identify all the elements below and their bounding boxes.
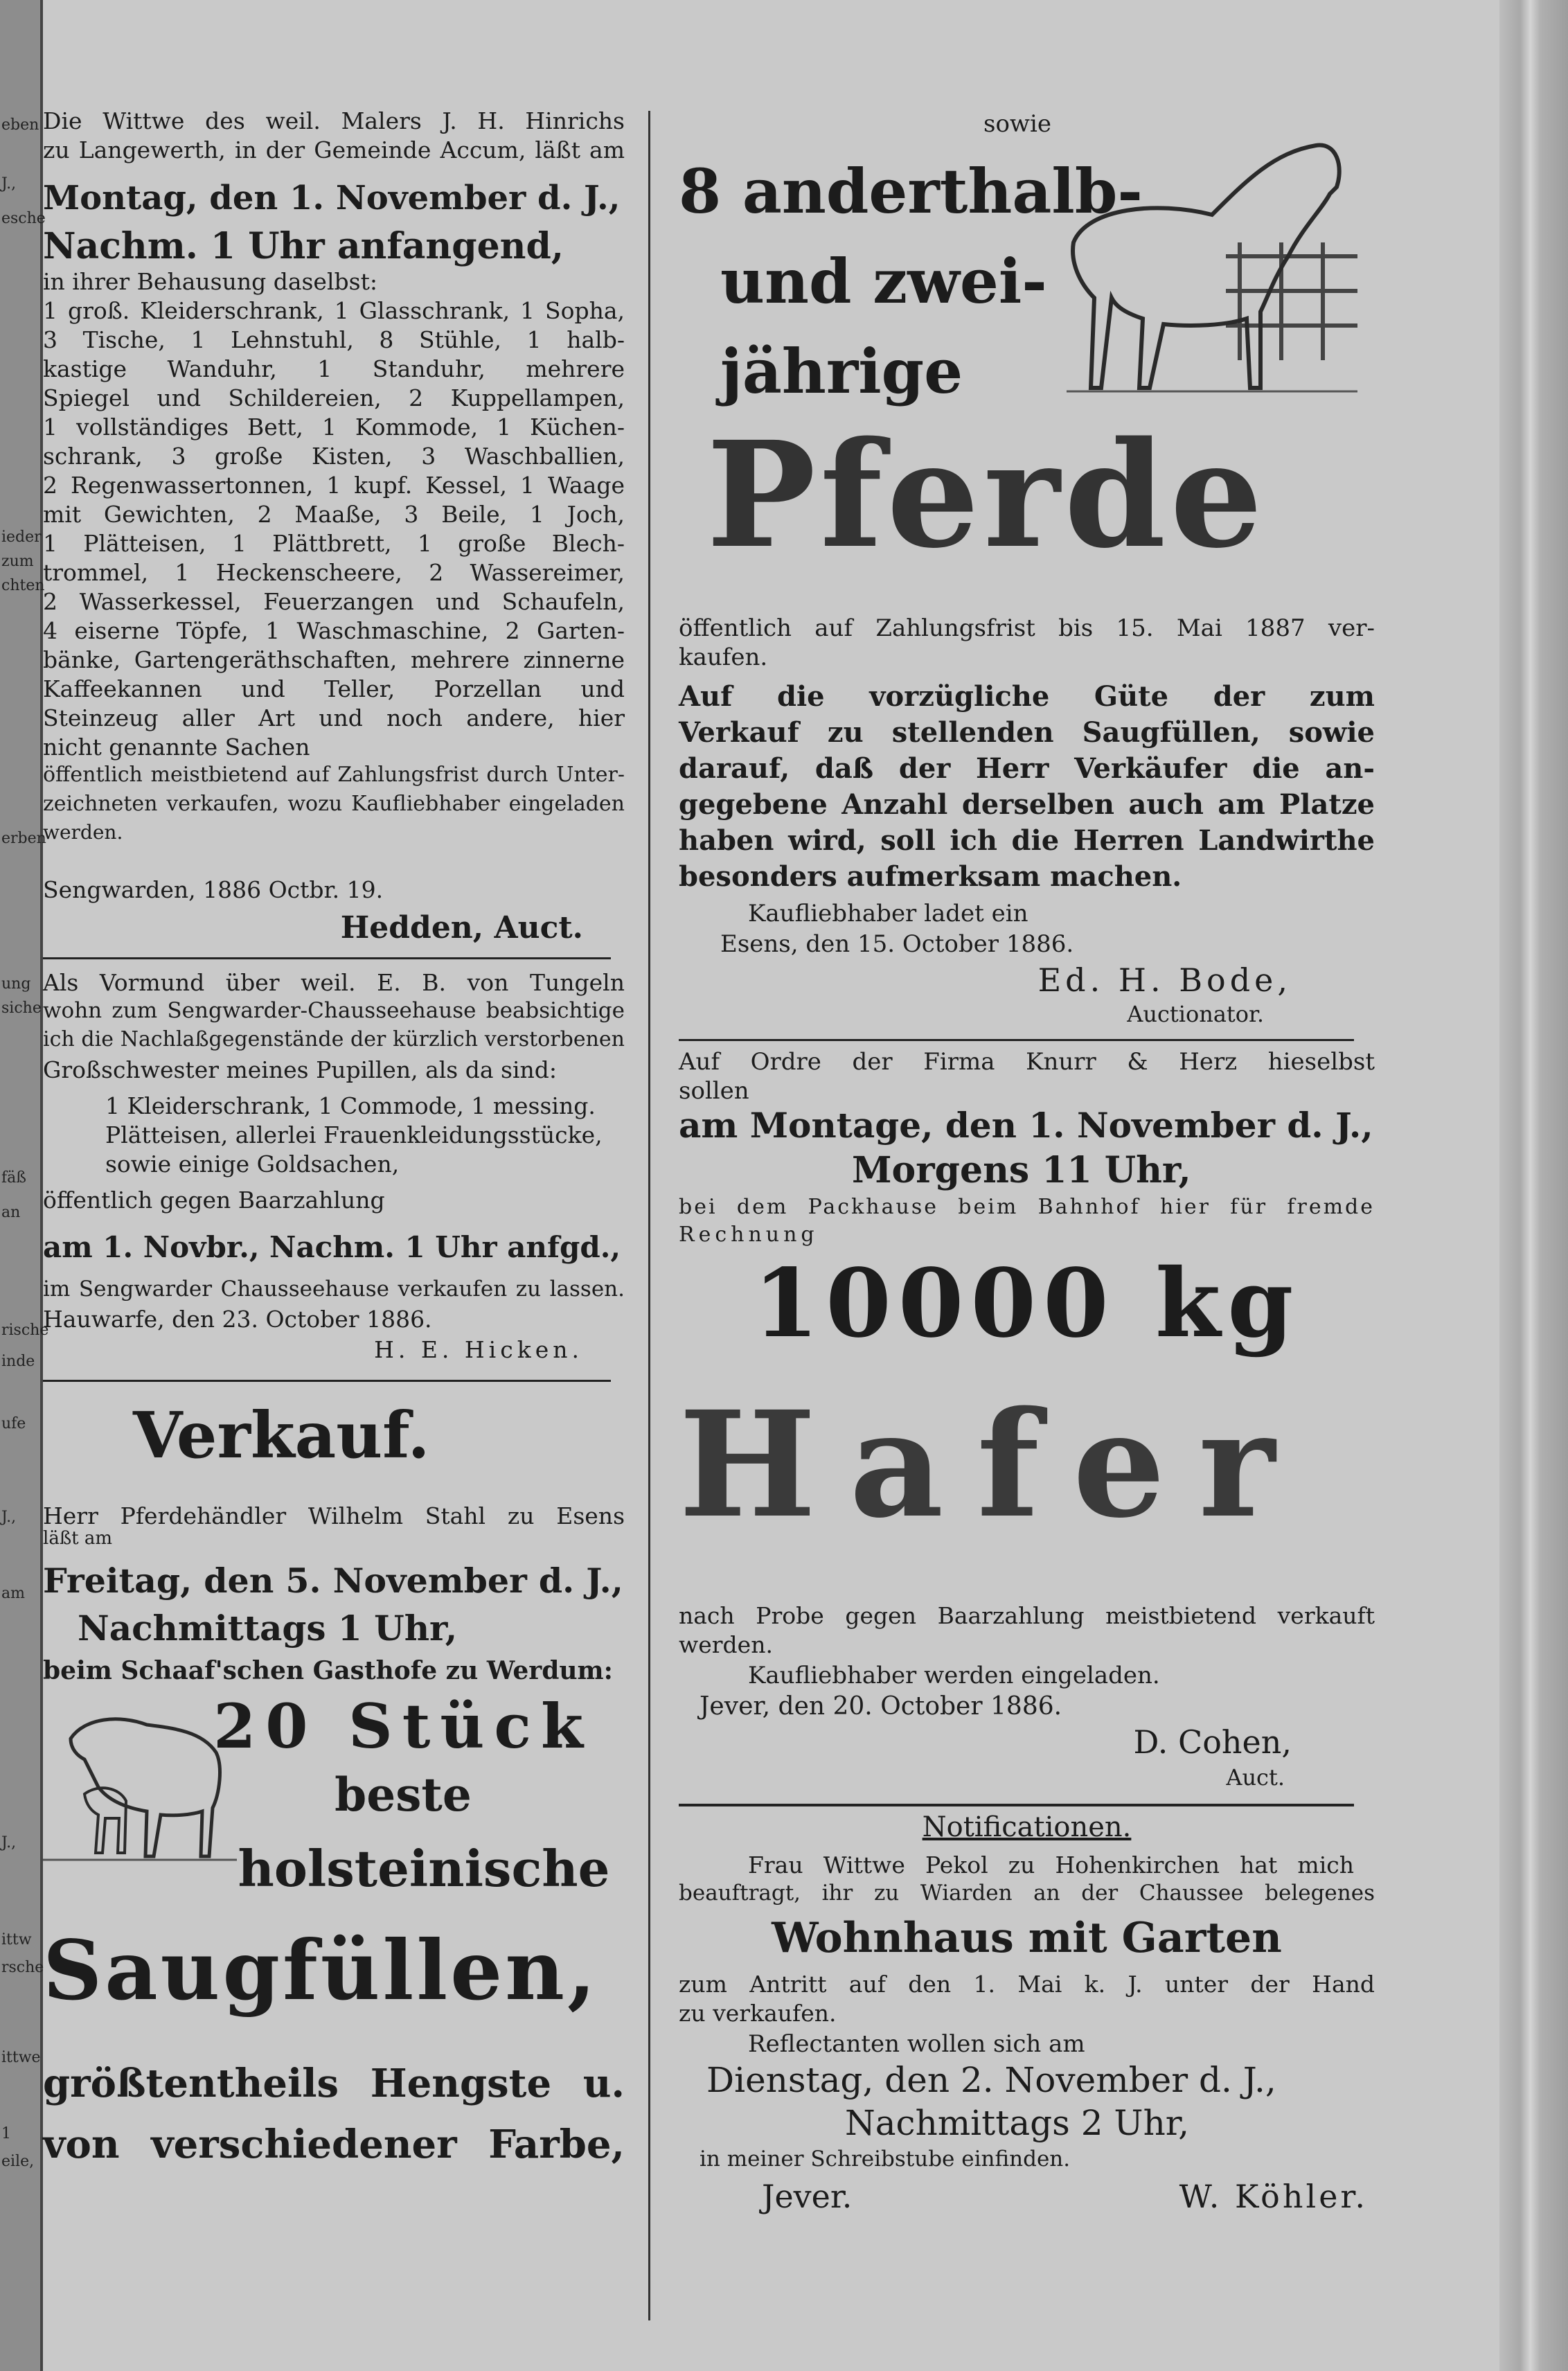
ad-heading: Verkauf. (133, 1398, 430, 1473)
ad-signature: D. Cohen, (1133, 1723, 1292, 1761)
ad-line: ich die Nachlaßgegenstände der kürzlich verstorbenen (43, 1027, 625, 1051)
ad-line: kaufen. (679, 643, 768, 671)
ad-line: beauftragt, ihr zu Wiarden an der Chaussee belegenes (679, 1881, 1375, 1906)
ad-signature: W. Köhler. (1179, 2178, 1368, 2215)
ad-line: 4 eiserne Töpfe, 1 Waschmaschine, 2 Garten- (43, 617, 625, 644)
ad-date: Jever, den 20. October 1886. (700, 1692, 1062, 1721)
ad-line: Reflectanten wollen sich am (748, 2030, 1085, 2058)
ad-date-line: am Montage, den 1. November d. J., (679, 1105, 1373, 1146)
ad-tail-line: größtentheils Hengste u. (43, 2061, 625, 2106)
ad-separator (43, 1380, 611, 1382)
ad-line: Großschwester meines Pupillen, als da sind: (43, 1056, 558, 1083)
strip-fragment: eile, (1, 2153, 35, 2170)
ad-time-line: Nachmittags 1 Uhr, (78, 1608, 458, 1649)
ad-signature: H. E. Hicken. (374, 1336, 583, 1363)
ad-line: Hauwarfe, den 23. October 1886. (43, 1306, 432, 1333)
strip-fragment: ieder (1, 529, 42, 546)
ad-line: Kaffeekannen und Teller, Porzellan und (43, 675, 625, 702)
ad-role: Auctionator. (1127, 1001, 1264, 1027)
ad-line: wohn zum Sengwarder-Chausseehause beabsichtige (43, 998, 625, 1023)
ad-line: Kaufliebhaber ladet ein (748, 900, 1028, 927)
strip-fragment: esche (1, 210, 46, 227)
ad-place-line: beim Schaaf'schen Gasthofe zu Werdum: (43, 1656, 613, 1685)
ad-date: Esens, den 15. October 1886. (720, 930, 1074, 958)
ad-line: Rechnung (679, 1223, 819, 1247)
strip-fragment: 1 (1, 2125, 11, 2142)
ad-tail-line: von verschiedener Farbe, (43, 2122, 625, 2167)
strip-fragment: ittwe (1, 2049, 41, 2066)
ad-line: 3 Tische, 1 Lehnstuhl, 8 Stühle, 1 halb- (43, 326, 625, 353)
strip-fragment: zum (1, 553, 34, 570)
ad-line: Die Wittwe des weil. Malers J. H. Hinrichs (43, 107, 625, 134)
ad-bold-line: gegebene Anzahl derselben auch am Platze (679, 788, 1375, 821)
mare-foal-illustration (43, 1690, 237, 1870)
ad-line: öffentlich gegen Baarzahlung (43, 1187, 385, 1214)
ad-beste: beste (335, 1768, 472, 1822)
ad-heading-line: jährige (720, 335, 963, 407)
ad-line: kastige Wanduhr, 1 Standuhr, mehrere (43, 355, 625, 382)
ad-line: nicht genannte Sachen (43, 734, 310, 761)
ad-saugfuellen: Saugfüllen, (43, 1922, 599, 2018)
strip-fragment: ittw (1, 1931, 32, 1948)
ad-amount: 10000 kg (753, 1248, 1301, 1359)
strip-fragment: J., (1, 175, 17, 193)
ad-hafer-heading: Hafer (679, 1379, 1309, 1550)
strip-fragment: ufe (1, 1415, 26, 1432)
ad-date-line: Dienstag, den 2. November d. J., (706, 2060, 1276, 2100)
left-column (43, 0, 625, 2371)
ad-date: Sengwarden, 1886 Octbr. 19. (43, 876, 384, 903)
ad-date-line: Montag, den 1. November d. J., (43, 179, 621, 217)
ad-role: Auct. (1226, 1764, 1285, 1791)
ad-line: läßt am (43, 1528, 113, 1549)
ad-line: zu Langewerth, in der Gemeinde Accum, läßt am (43, 136, 625, 163)
ad-line: zu verkaufen. (679, 2000, 837, 2027)
ad-line: Frau Wittwe Pekol zu Hohenkirchen hat mich (748, 1851, 1354, 1879)
ad-place: Jever. (762, 2178, 853, 2215)
ad-time-line: Morgens 11 Uhr, (852, 1149, 1191, 1191)
ad-line: 1 groß. Kleiderschrank, 1 Glasschrank, 1 Sopha, (43, 297, 625, 324)
ad-line: 1 vollständiges Bett, 1 Kommode, 1 Küchen- (43, 414, 625, 441)
ad-heading-line: und zwei- (720, 245, 1047, 317)
ad-date-line: am 1. Novbr., Nachm. 1 Uhr anfgd., (43, 1230, 621, 1264)
ad-line: bei dem Packhause beim Bahnhof hier für fremde (679, 1195, 1375, 1219)
ad-line: trommel, 1 Heckenscheere, 2 Wassereimer, (43, 559, 625, 586)
strip-fragment: J., (1, 1509, 17, 1526)
ad-line: 1 Plätteisen, 1 Plättbrett, 1 große Blech- (43, 530, 625, 557)
ad-line: sowie einige Goldsachen, (105, 1151, 400, 1178)
ad-line: in ihrer Behausung daselbst: (43, 268, 377, 295)
ad-line: Kaufliebhaber werden eingeladen. (748, 1662, 1160, 1689)
ad-line: sollen (679, 1077, 749, 1105)
ad-line: zum Antritt auf den 1. Mai k. J. unter der Hand (679, 1971, 1375, 1998)
strip-fragment: rische (1, 1322, 49, 1339)
ad-line: öffentlich meistbietend auf Zahlungsfrist durch Unter- (43, 763, 625, 787)
ad-bold-line: darauf, daß der Herr Verkäufer die an- (679, 752, 1375, 785)
column-divider (648, 111, 650, 2320)
ad-line: nach Probe gegen Baarzahlung meistbietend verkauft (679, 1602, 1375, 1629)
strip-fragment: siche (1, 1000, 42, 1017)
ad-bold-line: besonders aufmerksam machen. (679, 860, 1182, 893)
strip-fragment: am (1, 1585, 25, 1602)
ad-heading-line: 8 anderthalb- (679, 155, 1143, 227)
ad-separator (679, 1804, 1354, 1806)
strip-fragment: ung (1, 975, 31, 993)
ad-time-line: Nachm. 1 Uhr anfangend, (43, 225, 564, 267)
ad-count: 20 Stück (213, 1690, 593, 1762)
ad-date-line: Freitag, den 5. November d. J., (43, 1561, 623, 1601)
ad-line: im Sengwarder Chausseehause verkaufen zu lassen. (43, 1277, 625, 1302)
ad-heading: Notificationen. (922, 1811, 1132, 1843)
strip-fragment: erben (1, 830, 46, 847)
ad-line: Steinzeug aller Art und noch andere, hier (43, 704, 625, 731)
ad-signature: Hedden, Auct. (340, 910, 583, 945)
ad-line: werden. (679, 1631, 773, 1658)
ad-bold-line: haben wird, soll ich die Herren Landwirthe (679, 824, 1375, 857)
ad-line: zeichneten verkaufen, wozu Kaufliebhaber eingeladen (43, 792, 625, 816)
strip-fragment: chten (1, 577, 45, 594)
ad-line: 2 Wasserkessel, Feuerzangen und Schaufeln, (43, 588, 625, 615)
ad-line: werden. (43, 821, 123, 844)
ad-line: Spiegel und Schildereien, 2 Kuppellampen, (43, 384, 625, 411)
ad-line: 2 Regenwassertonnen, 1 kupf. Kessel, 1 Waage (43, 472, 625, 499)
ad-line: öffentlich auf Zahlungsfrist bis 15. Mai 1887 ver- (679, 614, 1375, 642)
ad-line: Herr Pferdehändler Wilhelm Stahl zu Esens (43, 1502, 625, 1529)
ad-holsteinische: holsteinische (238, 1839, 610, 1898)
horse-illustration (1053, 139, 1357, 416)
strip-fragment: inde (1, 1353, 35, 1370)
ad-signature: Ed. H. Bode, (1037, 961, 1292, 999)
strip-fragment: an (1, 1204, 21, 1221)
ad-line: bänke, Gartengeräthschaften, mehrere zinnerne (43, 646, 625, 673)
ad-house: Wohnhaus mit Garten (772, 1914, 1282, 1962)
ad-line: in meiner Schreibstube einfinden. (700, 2147, 1071, 2172)
ad-line: sowie (983, 110, 1052, 138)
ad-line: Auf Ordre der Firma Knurr & Herz hieselbst (679, 1048, 1375, 1076)
ad-pferde-heading: Pferde (706, 409, 1267, 580)
strip-fragment: eben (1, 116, 39, 134)
right-column (679, 0, 1375, 2371)
ad-bold-line: Auf die vorzügliche Güte der zum (679, 680, 1375, 713)
strip-fragment: fäß (1, 1169, 26, 1187)
strip-fragment: rsche (1, 1959, 44, 1976)
ad-line: 1 Kleiderschrank, 1 Commode, 1 messing. (105, 1092, 596, 1119)
ad-separator (679, 1039, 1354, 1041)
ad-separator (43, 957, 611, 959)
adjacent-page-strip (0, 0, 49, 2371)
ad-line: schrank, 3 große Kisten, 3 Waschballien, (43, 443, 625, 470)
ad-line: mit Gewichten, 2 Maaße, 3 Beile, 1 Joch, (43, 501, 625, 528)
ad-bold-line: Verkauf zu stellenden Saugfüllen, sowie (679, 716, 1375, 749)
ad-time-line: Nachmittags 2 Uhr, (845, 2103, 1190, 2143)
ad-line: Plätteisen, allerlei Frauenkleidungsstücke, (105, 1121, 603, 1148)
strip-fragment: J., (1, 1834, 17, 1851)
ad-line: Als Vormund über weil. E. B. von Tungeln (43, 969, 625, 996)
